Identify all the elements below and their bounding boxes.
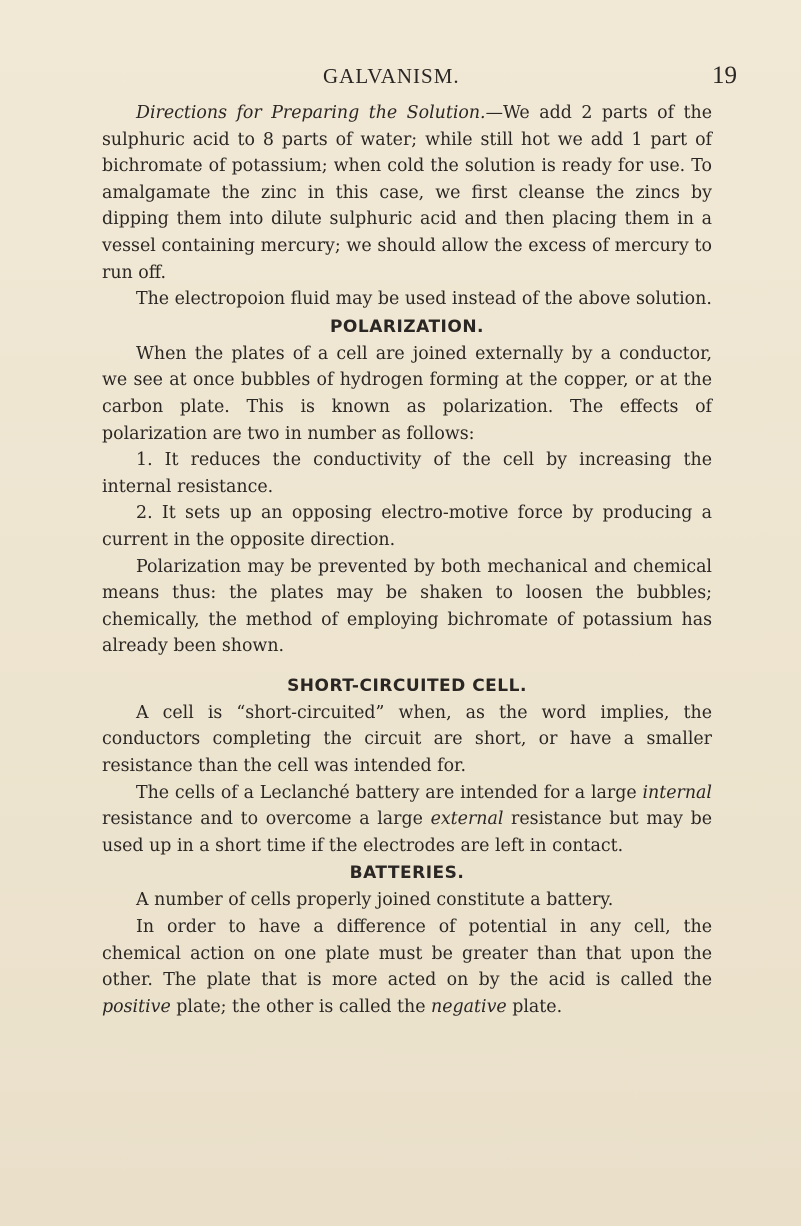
potential-text-a: In order to have a difference of potential in any cell, the chemical action on one plate must be greater than that upon the other. The plate that is more acted on by the acid is called the — [102, 917, 712, 991]
running-header — [0, 62, 801, 92]
external-italic: external — [430, 809, 504, 830]
potential-text-c: plate. — [506, 996, 563, 1017]
negative-italic: negative — [431, 996, 507, 1017]
page-number: 19 — [712, 62, 737, 89]
short-circuited-heading: SHORT-CIRCUITED CELL. — [287, 675, 527, 696]
internal-italic: internal — [642, 782, 712, 803]
running-title: GALVANISM. — [323, 64, 460, 88]
leclanche-text-c: resistance but may be used up in a short time if the electrodes are left in contact. — [102, 809, 712, 856]
directions-lead: Directions for Preparing the Solution. — [136, 103, 486, 123]
polarization-item-2: 2. It sets up an opposing electro-motive force by producing a current in the opposite direction. — [102, 503, 712, 550]
leclanche-paragraph — [102, 780, 712, 860]
leclanche-text-b: resistance and to overcome a large — [102, 809, 431, 830]
body-text — [102, 100, 712, 1020]
directions-paragraph — [102, 100, 712, 286]
leclanche-text-a: The cells of a Leclanché battery are intended for a large — [136, 782, 643, 803]
batteries-heading: BATTERIES. — [349, 863, 465, 884]
batteries-paragraph: A number of cells properly joined constitute a battery. — [136, 890, 614, 911]
directions-text: —We add 2 parts of the sulphuric acid to 8 parts of water; while still hot we add 1 part of bichromate of potassium; when cold the solution is ready for use. To amalgamate the zinc in this case, we first cleanse the zincs by dipping them into dilute sulphuric acid and then placing them in a vessel containing mercury; we should allow the excess of mercury to run off. — [102, 103, 712, 283]
polarization-heading: POLARIZATION. — [329, 316, 485, 337]
potential-paragraph — [102, 914, 712, 1020]
positive-italic: positive — [102, 996, 171, 1017]
polarization-prevention-paragraph: Polarization may be prevented by both mechanical and chemical means thus: the plates may be shaken to loosen the bubbles; chemically, the method of employing bichromate of potassium has already been shown. — [102, 556, 712, 657]
electropoion-paragraph: The electropoion fluid may be used instead of the above solution. — [136, 289, 712, 310]
polarization-item-1: 1. It reduces the conductivity of the cell by increasing the internal resistance. — [102, 450, 712, 497]
potential-text-b: plate; the other is called the — [170, 996, 432, 1017]
short-circuited-paragraph: A cell is “short-circuited” when, as the word implies, the conductors completing the circuit are short, or have a smaller resistance than the cell was intended for. — [102, 702, 712, 777]
polarization-paragraph: When the plates of a cell are joined externally by a conductor, we see at once bubbles of hydrogen forming at the copper, or at the carbon plate. This is known as polarization. The effects of polarization are two in number as follows: — [102, 343, 712, 444]
